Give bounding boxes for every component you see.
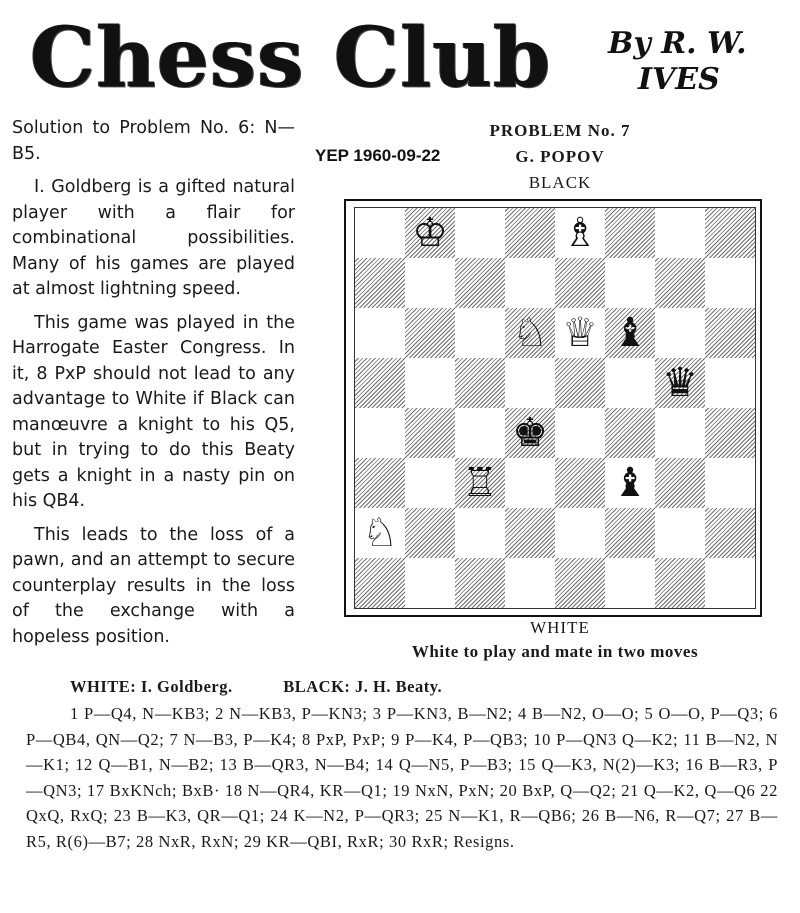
dark-square [505,408,555,458]
article-paragraph-1: I. Goldberg is a gifted natural player with a flair for combinational possibilities. Many of his games are played at almost lightning speed. [12,177,295,299]
light-square [655,308,705,358]
light-square [605,458,655,508]
white-rook-icon: ♖ [462,460,498,506]
problem-header [440,118,680,196]
light-square [705,258,755,308]
light-square [405,358,455,408]
dark-square [355,358,405,408]
article-paragraph-3: This leads to the loss of a pawn, and an attempt to secure counterplay results in the loss of the exchange with a hopeless position. [12,524,295,647]
light-square [455,408,505,458]
dark-square [555,558,605,608]
light-square [705,558,755,608]
light-square [405,558,455,608]
dark-square [555,358,605,408]
solution-paragraph: Solution to Problem No. 6: N—B5. [12,118,295,164]
dark-square [655,358,705,408]
problem-title: PROBLEM No. 7 [489,121,631,140]
white-player: WHITE: I. Goldberg. [70,677,233,696]
dark-square [555,458,605,508]
white-knight-icon: ♘ [362,510,398,556]
light-square [355,208,405,258]
dark-square [405,508,455,558]
dark-square [705,408,755,458]
dark-square [705,208,755,258]
dark-square [405,408,455,458]
article-paragraph-2: This game was played in the Harrogate Easter Congress. In it, 8 PxP should not lead to any advantage to White if Black can manœuvre a knight to his Q5, but in trying to do this Beaty gets a knight in a nasty pin on his QB4. [12,312,295,511]
dark-square [555,258,605,308]
dark-square [505,208,555,258]
light-square [355,508,405,558]
black-bishop-icon: ♝ [612,310,648,356]
chess-diagram [344,199,762,617]
light-square [505,358,555,408]
white-king-icon: ♔ [412,210,448,256]
dark-square [405,208,455,258]
light-square [605,358,655,408]
dark-square [605,208,655,258]
light-square [355,308,405,358]
dark-square [355,558,405,608]
dark-square [605,408,655,458]
white-side-label: WHITE [530,618,590,637]
light-square [505,258,555,308]
dark-square [405,308,455,358]
light-square [605,558,655,608]
light-square [655,208,705,258]
black-bishop-icon: ♝ [612,460,648,506]
dark-square [655,558,705,608]
light-square [555,308,605,358]
light-square [405,458,455,508]
byline [608,26,778,98]
black-player: BLACK: J. H. Beaty. [283,677,443,696]
dark-square [605,308,655,358]
dark-square [355,258,405,308]
byline-line-1: By R. W. [608,26,747,61]
dark-square [705,508,755,558]
light-square [705,458,755,508]
dark-square [505,508,555,558]
light-square [555,408,605,458]
white-queen-icon: ♕ [562,310,598,356]
light-square [455,508,505,558]
light-square [505,558,555,608]
dark-square [355,458,405,508]
light-square [355,408,405,458]
byline-author: IVES [638,62,720,97]
problem-author: G. POPOV [515,147,605,166]
dark-square [605,508,655,558]
chess-board [354,207,756,609]
article-text [12,116,295,658]
light-square [655,408,705,458]
dark-square [705,308,755,358]
light-square [455,208,505,258]
date-stamp: YEP 1960-09-22 [315,146,441,165]
problem-caption: White to play and mate in two moves [411,642,699,661]
game-moves: 1 P—Q4, N—KB3; 2 N—KB3, P—KN3; 3 P—KN3, B—N2; 4 B—N2, O—O; 5 O—O, P—Q3; 6 P—QB4, QN—Q2; 7 N—B3, P—K4; 8 PxP, PxP; 9 P—K4, P—QB3; 10 P—QN3 Q—K2; 11 B—N2, N—K1; 12 Q—B1, N—B2; 13 B—QR3, N—B4; 14 Q—N5, P—B3; 15 Q—K3, N(2)—K3; 16 B—R3, P—QN3; 17 BxKNch; BxB· 18 N—QR4, KR—Q1; 19 NxN, PxN; 20 BxP, Q—Q2; 21 Q—K2, Q—Q6 22 QxQ, RxQ; 23 B—K3, QR—Q1; 24 K—N2, P—QR3; 25 N—K1, R—QB6; 26 B—N6, R—Q7; 27 B—R5, R(6)—B7; 28 NxR, RxN; 29 KR—QBI, RxR; 30 RxR; Resigns. [26,704,778,851]
dark-square [455,458,505,508]
light-square [705,358,755,408]
game-players [70,677,442,697]
light-square [605,258,655,308]
light-square [405,258,455,308]
dark-square [505,308,555,358]
dark-square [455,558,505,608]
light-square [455,308,505,358]
dark-square [655,258,705,308]
light-square [505,458,555,508]
dark-square [455,358,505,408]
white-knight-icon: ♘ [512,310,548,356]
dark-square [655,458,705,508]
light-square [555,508,605,558]
column-title: Chess Club [30,10,552,106]
dark-square [455,258,505,308]
white-bishop-icon: ♗ [562,210,598,256]
black-king-icon: ♚ [512,410,548,456]
black-side-label: BLACK [528,173,592,192]
black-queen-icon: ♛ [662,360,698,406]
light-square [655,508,705,558]
light-square [555,208,605,258]
